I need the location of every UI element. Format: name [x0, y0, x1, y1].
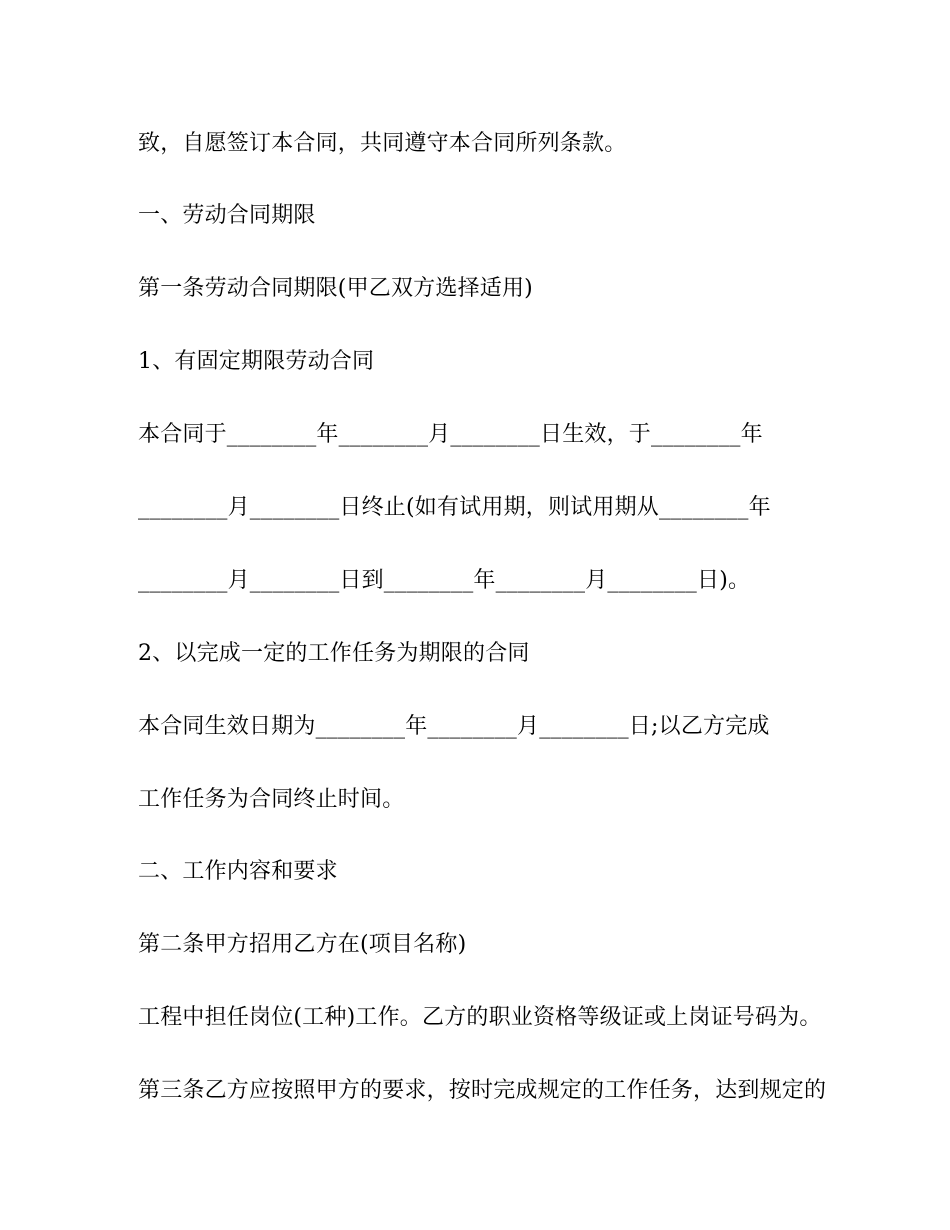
- paragraph-line: 本合同于________年________月________日生效，于________年: [138, 422, 763, 447]
- paragraph-line: 第三条乙方应按照甲方的要求，按时完成规定的工作任务，达到规定的: [138, 1078, 827, 1103]
- paragraph-line: 工程中担任岗位(工种)工作。乙方的职业资格等级证或上岗证号码为。: [138, 1005, 822, 1030]
- section-heading: 二、工作内容和要求: [138, 859, 338, 884]
- article-heading: 第一条劳动合同期限(甲乙双方选择适用): [138, 276, 533, 301]
- article-heading: 第二条甲方招用乙方在(项目名称): [138, 932, 467, 957]
- section-heading: 一、劳动合同期限: [138, 203, 316, 228]
- subsection-heading: 1、有固定期限劳动合同: [138, 349, 375, 374]
- paragraph-line: ________月________日到________年________月________日)。: [138, 568, 751, 593]
- paragraph-line: 工作任务为合同终止时间。: [138, 787, 405, 812]
- paragraph-line: ________月________日终止(如有试用期，则试用期从________年: [138, 495, 771, 520]
- paragraph-line: 本合同生效日期为________年________月________日;以乙方完成: [138, 714, 770, 739]
- paragraph-line: 致，自愿签订本合同，共同遵守本合同所列条款。: [138, 131, 627, 156]
- subsection-heading: 2、以完成一定的工作任务为期限的合同: [138, 641, 530, 666]
